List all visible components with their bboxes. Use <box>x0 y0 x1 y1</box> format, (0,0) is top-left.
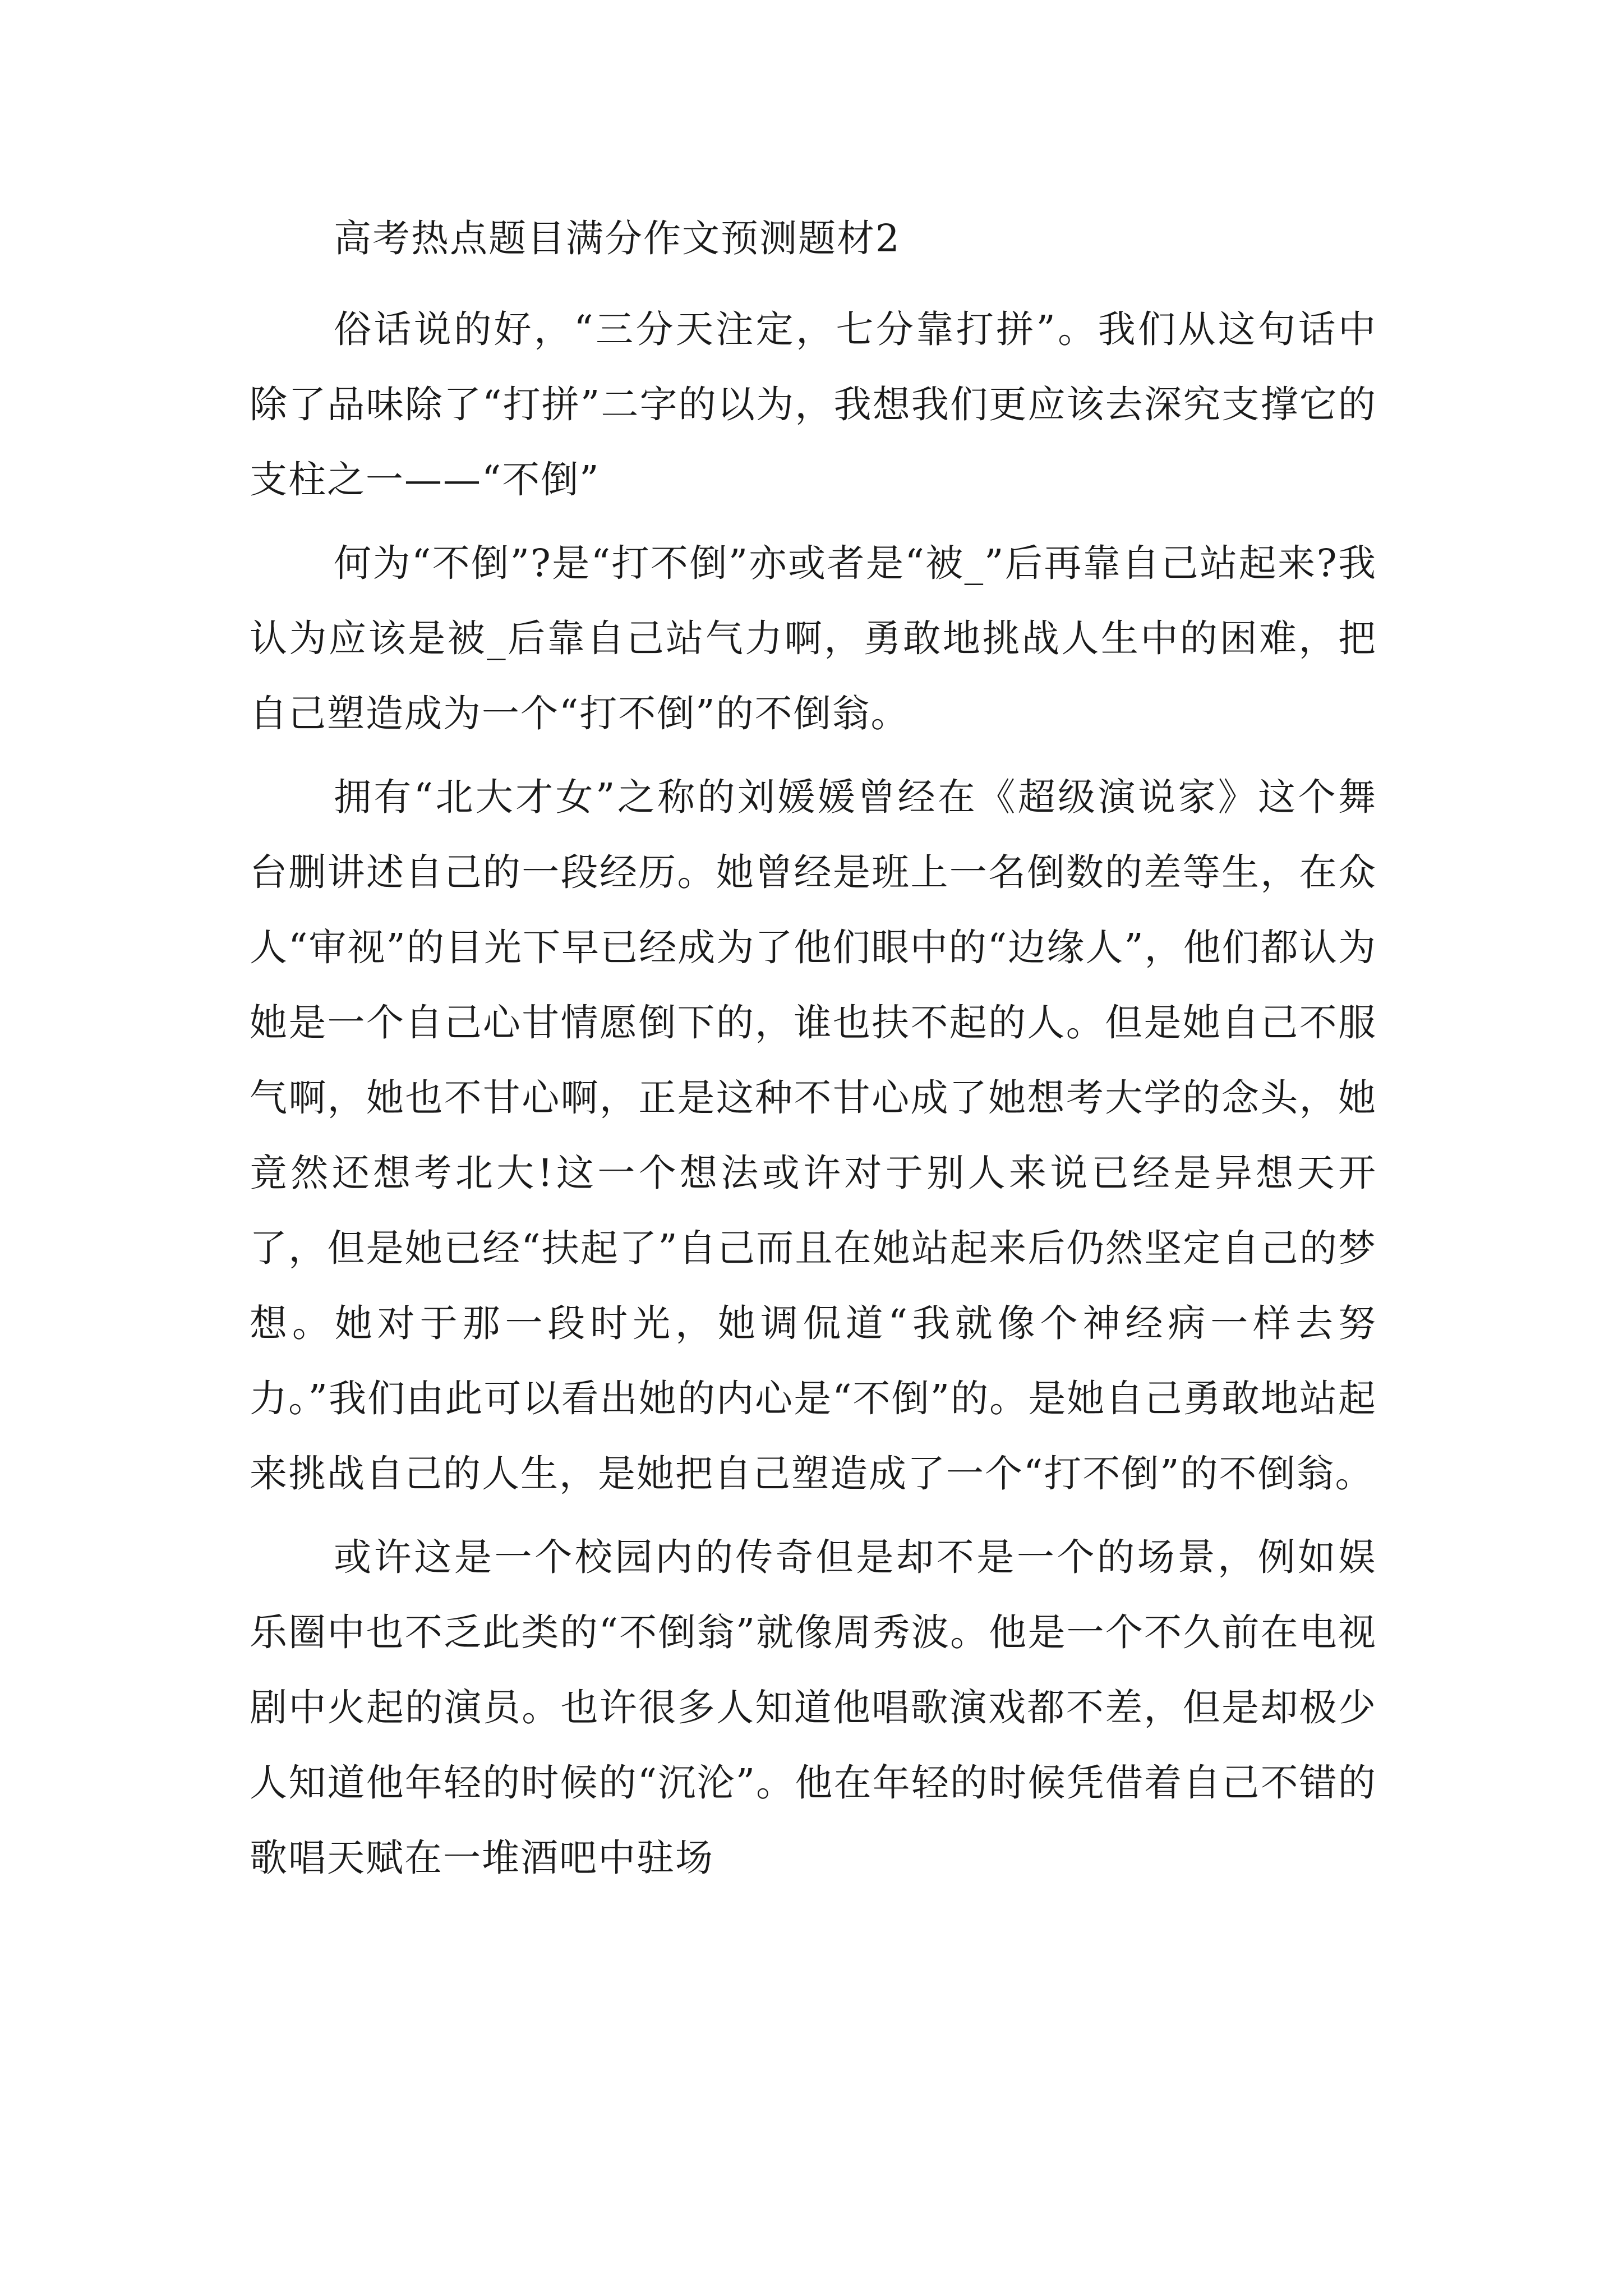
paragraph-4: 或许这是一个校园内的传奇但是却不是一个的场景，例如娱乐圈中也不乏此类的“不倒翁”就像周秀波。他是一个不久前在电视剧中火起的演员。也许很多人知道他唱歌演戏都不差，但是却极少人知道他年轻的时候的“沉沦”。他在年轻的时候凭借着自己不错的歌唱天赋在一堆酒吧中驻场 <box>250 1535 1377 1880</box>
document-title: 高考热点题目满分作文预测题材2 <box>334 217 901 260</box>
paragraph-3: 拥有“北大才女”之称的刘媛媛曾经在《超级演说家》这个舞台删讲述自己的一段经历。她曾经是班上一名倒数的差等生，在众人“审视”的目光下早已经成为了他们眼中的“边缘人”，他们都认为她是一个自己心甘情愿倒下的，谁也扶不起的人。但是她自己不服气啊，她也不甘心啊，正是这种不甘心成了她想考大学的念头，她竟然还想考北大!这一个想法或许对于别人来说已经是异想天开了，但是她已经“扶起了”自己而且在她站起来后仍然坚定自己的梦想。她对于那一段时光，她调侃道“我就像个神经病一样去努力。”我们由此可以看出她的内心是“不倒”的。是她自己勇敢地站起来挑战自己的人生，是她把自己塑造成了一个“打不倒”的不倒翁。 <box>250 775 1377 1496</box>
paragraph-1: 俗话说的好，“三分天注定，七分靠打拼”。我们从这句话中除了品味除了“打拼”二字的以为，我想我们更应该去深究支撑它的支柱之一——“不倒” <box>250 307 1377 501</box>
paragraph-2: 何为“不倒”?是“打不倒”亦或者是“被_”后再靠自己站起来?我认为应该是被_后靠自己站气力啊，勇敢地挑战人生中的困难，把自己塑造成为一个“打不倒”的不倒翁。 <box>250 541 1377 735</box>
document-body <box>250 208 1377 1895</box>
